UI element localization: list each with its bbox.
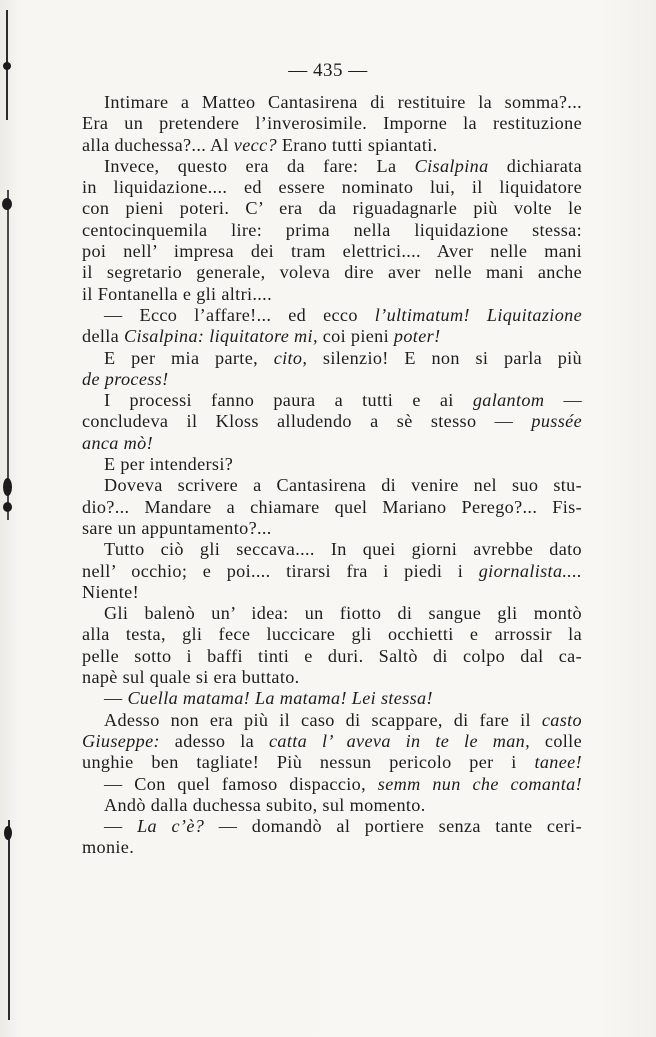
text-segment: sare un appuntamento?... [82,517,272,538]
text-segment: Era un pretendere l’inverosimile. Imporne la restituzione [82,113,582,134]
binding-line [8,820,10,1020]
italic-segment: vecc? [233,134,277,155]
text-segment: centocinquemila lire: prima nella liquidazione stessa: [82,219,582,240]
italic-segment: anca mò! [82,432,153,453]
text-line [82,262,582,283]
text-segment: Invece, questo era da fare: La [104,155,415,176]
text-segment: Gli balenò un’ idea: un fiotto di sangue gli montò [104,603,582,624]
text-line [82,539,582,560]
text-line [82,220,582,241]
text-segment: — [104,816,138,837]
italic-segment: Cisalpina [414,155,489,176]
text-line [82,561,582,582]
text-segment: unghie ben tagliate! Più nessun pericolo per i [82,752,535,773]
italic-segment: La c’è? [137,816,205,837]
italic-segment: Cuella matama! La matama! Lei stessa! [127,688,433,709]
text-segment: — Ecco l’affare!... ed ecco [104,304,375,325]
text-line [82,305,582,326]
text-segment: colle [530,730,582,751]
text-line [82,177,582,198]
text-segment: napè sul quale si era buttato. [82,667,300,688]
italic-segment: galantom [472,390,545,411]
text-segment: poi nell’ impresa dei tram elettrici.... Aver nelle mani [82,241,582,262]
text-line [82,752,582,773]
text-segment: il Fontanella e gli altri.... [82,283,272,304]
italic-segment: semm nun che comanta! [377,773,582,794]
binding-mark [3,502,12,512]
text-line [82,646,582,667]
text-segment: in liquidazione.... ed essere nominato lui, il liquidatore [82,177,582,198]
text-segment: dio?... Mandare a chiamare quel Mariano Perego?... Fis- [82,496,582,517]
text-line [82,411,582,432]
text-segment: — Con quel famoso dispaccio, [104,773,378,794]
text-line [82,731,582,752]
text-segment: I processi fanno paura a tutti e ai [104,390,473,411]
text-segment: E per mia parte, [104,347,274,368]
text-segment: — [544,390,582,411]
text-line [82,348,582,369]
text-line [82,369,582,390]
binding-mark [4,826,12,840]
binding-line [7,190,9,520]
text-segment: Tutto ciò gli seccava.... In quei giorni avrebbe dato [104,539,582,560]
italic-segment: casto [541,709,582,730]
text-segment: Andò dalla duchessa subito, sul momento. [104,794,426,815]
text-segment: — [104,688,128,709]
italic-segment: de process! [82,368,169,389]
text-segment: alla duchessa?... Al [82,134,234,155]
text-line [82,837,582,858]
text-line [82,454,582,475]
italic-segment: tanee! [534,752,582,773]
italic-segment: Giuseppe: [82,730,160,751]
text-line [82,92,582,113]
text-line [82,624,582,645]
text-segment: con pieni poteri. C’ era da riguadagnarle più volte le [82,198,582,219]
text-segment: il segretario generale, voleva dire aver nelle mani anche [82,262,582,283]
italic-segment: catta l’ aveva in te le man, [268,730,531,751]
text-line [82,475,582,496]
text-segment: silenzio! E non si parla più [307,347,582,368]
text-segment: Doveva scrivere a Cantasirena di venire nel suo stu- [104,475,582,496]
text-segment: alla testa, gli fece luccicare gli occhietti e arrossir la [82,624,582,645]
text-line [82,497,582,518]
italic-segment: poter! [393,326,441,347]
italic-segment: pussée [531,411,582,432]
text-segment: Intimare a Matteo Cantasirena di restituire la somma?... [104,92,582,112]
text-segment: Adesso non era più il caso di scappare, di fare il [104,709,542,730]
text-line [82,135,582,156]
text-line [82,326,582,347]
text-line [82,156,582,177]
text-line [82,688,582,709]
body-text [82,92,582,859]
italic-segment: cito, [273,347,308,368]
text-line [82,667,582,688]
text-line [82,113,582,134]
text-segment: monie. [82,837,135,858]
text-line [82,816,582,837]
binding-mark [2,198,12,210]
italic-segment: l’ultimatum! Liquitazione [374,304,583,325]
text-line [82,241,582,262]
text-segment: coi pieni [317,326,394,347]
text-segment: nell’ occhio; e poi.... tirarsi fra i piedi i [82,560,479,581]
text-segment: dichiarata [488,155,582,176]
italic-segment: giornalista.... [478,560,582,581]
binding-mark [3,478,12,496]
text-line [82,198,582,219]
text-line [82,582,582,603]
text-line [82,518,582,539]
binding-edge [0,0,14,1037]
text-line [82,390,582,411]
text-segment: pelle sotto i baffi tinti e duri. Saltò di colpo dal ca- [82,645,582,666]
text-segment: Niente! [82,581,139,602]
text-line [82,774,582,795]
text-line [82,710,582,731]
text-segment: Erano tutti spiantati. [276,134,438,155]
text-segment: della [82,326,124,347]
text-line [82,795,582,816]
text-line [82,603,582,624]
text-line [82,433,582,454]
text-segment: — domandò al portiere senza tante ceri- [204,816,582,837]
text-segment: concludeva il Kloss alludendo a sè stesso — [82,411,532,432]
page-number: — 435 — [288,60,368,81]
text-line [82,284,582,305]
text-segment: adesso la [159,730,269,751]
text-segment: E per intendersi? [104,454,234,475]
italic-segment: Cisalpina: liquitatore mi, [124,326,318,347]
